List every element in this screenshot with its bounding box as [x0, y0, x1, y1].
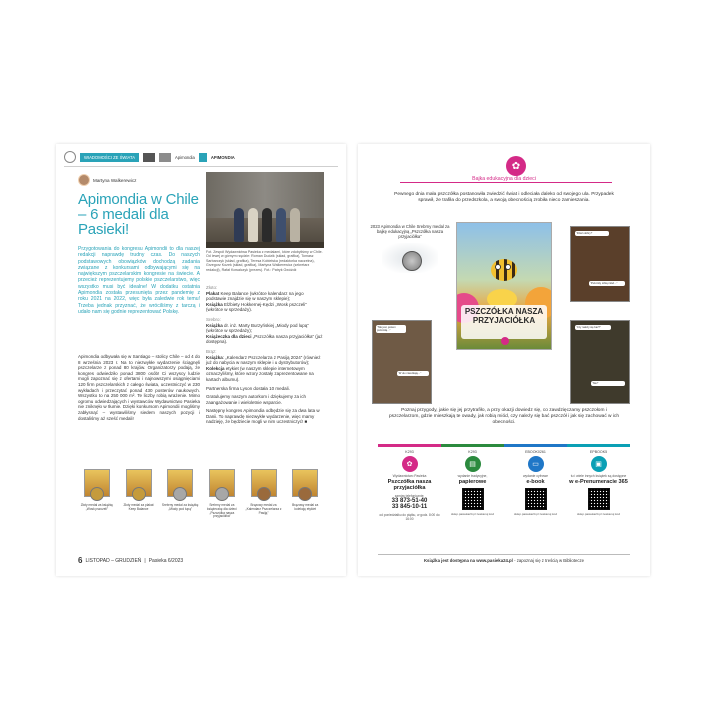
offer-desc: tu i wiele innych książek są dostępne: [570, 474, 627, 478]
illustration-card: “Tak jest, jestem pszczołą…” “W ulu mieszkają…”: [372, 320, 432, 404]
product-code: K293: [405, 450, 414, 454]
award-item: Książka Elżbiety Hokkernej-Kędzi „Wosk pszczeli” (wkrótce w sprzedaży).: [206, 301, 307, 313]
medal-caption: Złoty medal za książkę „Wosk pszczeli”: [80, 503, 113, 511]
world-map: [382, 243, 438, 273]
qr-code[interactable]: [588, 488, 610, 510]
cover-title: PSZCZÓŁKA NASZA PRZYJACIÓŁKA: [461, 305, 547, 339]
medal-book-card: [286, 469, 324, 519]
medal-icon: [90, 487, 104, 501]
offer-color-bar: [504, 444, 567, 447]
right-page: [358, 144, 650, 576]
tablet-icon: ▭: [528, 456, 544, 472]
pasieka-logo: [64, 151, 76, 163]
offer-name: e-book: [526, 479, 545, 485]
illustration-card: “Czy należy się bać?” “Nie!”: [570, 320, 630, 404]
medal-icon: [132, 487, 146, 501]
book-icon: ▤: [465, 456, 481, 472]
qr-mini-icon: [159, 153, 171, 162]
book-description: Poznaj przygody, jakie się jej przytrafiło, a przy okazji dowiedz się, co zawdzięczamy pszczołom i pszczelarzom, gdzie mieszkają te owady, jak robią miód, czy należy się bać pszczół i jak się zachować w ich obecności.: [389, 408, 619, 425]
phone-number[interactable]: 33 845-10-11: [391, 504, 428, 511]
award-item: Kolekcja etykiet (w naszym sklepie internetowym oznaczyliśmy, które wzory zostały zaprezentowane na kartach albumu).: [206, 365, 314, 382]
award-item: Książeczka dla dzieci „Pszczółka nasza przyjaciółka” (już dostępna).: [206, 333, 323, 345]
medal-icon: [173, 487, 187, 501]
medal-caption: Srebrny medal za książeczkę dla dzieci „Pszczółka nasza przyjaciółka”: [206, 503, 237, 519]
magazine-label: Pasieka 6/2023: [148, 557, 184, 564]
offer-color-bar: [567, 444, 630, 447]
avatar: [78, 174, 90, 186]
phone-number[interactable]: 33 873-51-40: [391, 497, 428, 504]
medal-book-card: [120, 469, 158, 519]
tag-divider: [400, 182, 612, 183]
medal-book-card: [245, 469, 283, 519]
offer-option[interactable]: [378, 444, 441, 521]
issue-label: LISTOPAD – GRUDZIEŃ: [85, 557, 142, 564]
offer-color-bar: [378, 444, 441, 447]
medal-book-card: [203, 469, 241, 519]
offer-desc: wydanie cyfrowe: [522, 474, 549, 478]
offer-desc: Wydawnictwo Pasieka: [392, 474, 427, 478]
shop-url[interactable]: sklep.pasieka24.pl zeskanuj kod: [576, 512, 621, 517]
award-category-label: Złoto:: [206, 285, 218, 290]
offer-options: [378, 444, 630, 521]
award-note: Partnerska firma Lyson dostała 10 medali.: [206, 385, 290, 391]
award-item: Książka dr. inż. Marty Burzyńskiej „Miody pod lupą” (wkrótce w sprzedaży);: [206, 322, 309, 334]
bee-icon: ✿: [402, 456, 418, 472]
article-title: Apimondia w Chile – 6 medali dla Pasieki!: [78, 191, 199, 238]
offer-color-bar: [441, 444, 504, 447]
page-footer: 6 LISTOPAD – GRUDZIEŃ | Pasieka 6/2023: [78, 556, 184, 565]
medal-icon: [257, 487, 271, 501]
offer-desc: wydanie tradycyjne,: [457, 474, 488, 478]
offer-option[interactable]: [441, 444, 504, 521]
silver-medal-icon: [402, 251, 422, 271]
medal-book-card: [78, 469, 116, 519]
article-lead: Przygotowania do kongresu Apimondii to dla naszej redakcji naprawdę trudny czas. Do naszych podstawowych obowiązków dochodzą zadania związane z konkursami odbywającymi się na największym pszczelarskim kongresie na świecie. A przecież reprezentujemy polskie pszczelarstwo, więc wszystko musi być idealne! W dodatku ostatnia Apimondia została przesunięta przez pandemię z roku 2021 na 2022, więc była zaledwie rok temu! Trzeba jednak przyznać, że wróciliśmy z tarczą i udało nam się godnie reprezentować Polskę.: [78, 246, 200, 315]
award-item: Książka: „Kalendarz Pszczelarza z Pasiją 2024” (również już do nabycia w naszym sklepie i u dystrybutorów);: [206, 354, 321, 366]
medal-icon: [298, 487, 312, 501]
award-note: Następny kongres Apimondia odbędzie się za dwa lata w Danii. To naprawdę niezwykłe wydarzenie, więc mamy nadzieję, że będziecie mogli w nim uczestniczyć! ■: [206, 408, 320, 425]
medal-icon: [215, 487, 229, 501]
qr-code[interactable]: [525, 488, 547, 510]
offer-name: papierowe: [458, 479, 487, 485]
medal-caption: Złoty medal za plakat Keep Balance: [123, 503, 154, 511]
author: [78, 174, 136, 186]
award-info: [370, 224, 450, 273]
medal-caption: Brązowy medal za „Kalendarz Pszczelarza z Pasiją”: [245, 503, 282, 515]
offer-name: Pszczółka nasza przyjaciółka: [387, 479, 432, 492]
product-code: EBOOK0261: [525, 450, 546, 454]
book-intro: Pewnego dnia mała pszczółka postanowiła zwiedzić świat i odleciała daleko od swojego ula. Przypadek sprawił, że trafiła do przedszkola, a swoją obecnością zrobiła nieco zamieszania.: [394, 192, 614, 203]
article-body: Apimondia odbywała się w Santiago – stolicy Chile – od 4 do 8 września 2023 r. Na to niezwykłe wydarzenie ściągnęli pszczelarze z ponad 80 krajów. Organizatorzy podają, że kongres odwiedziło ponad 3800 osób! Ci wszyscy ludzie mogli zapoznać się z ofertami i najnowszymi osiągnięciami 120 firm pszczelarskich z całego świata, uczestniczyć w 230 wykładach i przeczytać ponad 430 posterów naukowych. Wszystko to na 250 000 m². Te liczby robią wrażenie. Mimo ogromu odwiedzających i wystawców Wydawnictwo Pasieka nie zniknęło w tłumie. Dzięki konkursom Apimondii mogliśmy zabłysnąć – wystawiliśmy siedem naszych pozycji i dostaliśmy aż sześć medali!: [78, 354, 200, 421]
order-label: zamów telefonicznie:: [394, 493, 425, 498]
apimondia-logo: APIMONDIA: [210, 154, 235, 160]
illustration-card: “Dzień dobry!” “Pszczoły robią miód…”: [570, 226, 630, 302]
page-number: 6: [78, 556, 83, 565]
section-tag: WIADOMOŚCI ZE ŚWIATA: [80, 153, 139, 162]
header-label: Apimondia: [175, 154, 195, 160]
award-item: Plakat Keep Balance (wkrótce kalendarz na jego podstawie znajdzie się w naszym sklepie);: [206, 290, 304, 302]
awards-list: [206, 281, 324, 425]
award-category-label: Srebro:: [206, 316, 221, 322]
product-code: EPBOOK5: [589, 450, 608, 454]
award-note: Gratulujemy naszym autorkom i dziękujemy za ich zaangażowanie i wieloletnie wsparcie.: [206, 394, 307, 405]
medal-book-card: [161, 469, 199, 519]
bee-icon: ✿: [506, 156, 526, 176]
medal-caption: Brązowy medal za kolekcję etykiet: [292, 503, 319, 511]
author-name: Martyna Walkerewicz: [93, 177, 137, 183]
shop-url[interactable]: sklep.pasieka24.pl zeskanuj kod: [513, 512, 558, 517]
team-photo: [206, 172, 324, 248]
qr-code[interactable]: [462, 488, 484, 510]
header-divider: [64, 166, 338, 167]
offer-option[interactable]: [504, 444, 567, 521]
flag-icon: [199, 153, 207, 162]
medal-books-row: [78, 469, 324, 519]
bee-illustration: [491, 259, 517, 281]
screen-icon: ▣: [591, 456, 607, 472]
product-code: K293: [468, 450, 477, 454]
book-cover: [456, 222, 552, 350]
award-text: 2023 Apimondia w Chile Srebrny medal za bajkę edukacyjną „Pszczółka nasza przyjaciółka”: [370, 224, 450, 239]
award-category-label: Brąz:: [206, 348, 217, 354]
qr-mini-icon: [143, 153, 155, 162]
page-header: [64, 150, 235, 164]
offer-name: w e-Prenumeracie 365: [569, 479, 628, 485]
offer-option[interactable]: [567, 444, 630, 521]
availability-note: Książka jest dostępna na www.pasieka24.pl - zapoznaj się z treścią w Bibliotecze: [378, 554, 630, 563]
section-tag: Bajka edukacyjna dla dzieci: [358, 176, 650, 182]
photo-caption: Fot. Zespół Wydawnictwa Pasieka z medalami, które zdobyliśmy w Chile. Od lewej w górnym rzędzie: Roman Dudzik (skład, grafika), Tomasz Sarbarczyk (skład, grafika), Teresa Kobielska (redaktorka naczelna), Grzegorz Kozek (skład, grafika), Martyna Walkerewicz (sekretarz redakcji), Rafał Kowalczyk (prezes). Fot.: Patryk Gwóźdź: [206, 250, 323, 272]
publisher-logo: [501, 337, 509, 345]
left-page: [56, 144, 346, 576]
medal-caption: Srebrny medal za książkę „Miody pod lupą”: [161, 503, 199, 511]
office-hours: od poniedziałku do piątku, w godz. 8:00 do 16:00: [379, 513, 440, 521]
shop-url[interactable]: sklep.pasieka24.pl zeskanuj kod: [450, 512, 495, 517]
